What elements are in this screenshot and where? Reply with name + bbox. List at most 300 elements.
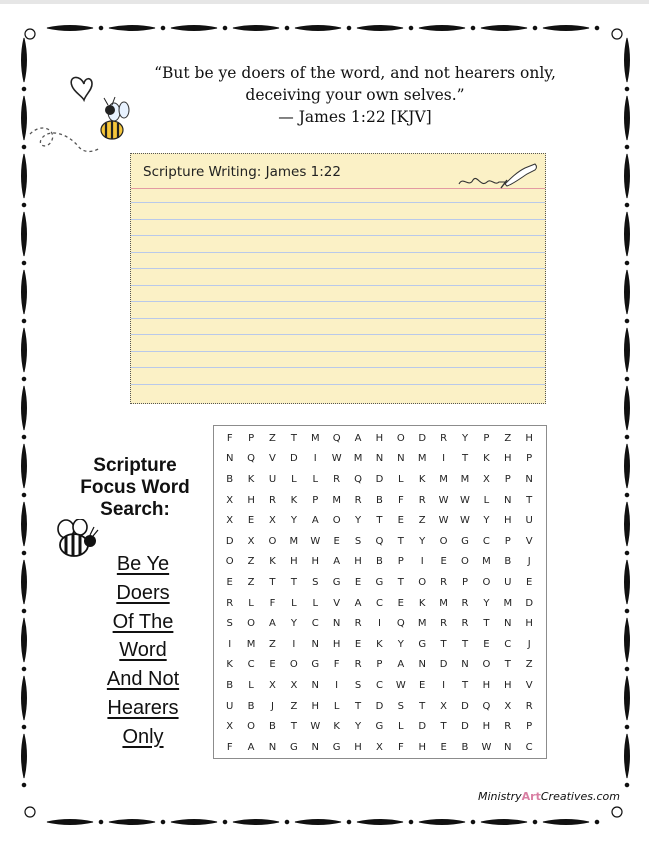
frame-ornament [543, 26, 589, 31]
grid-letter: R [354, 659, 362, 671]
grid-letter: N [225, 453, 234, 465]
frame-dot [99, 820, 103, 824]
grid-letter: G [418, 638, 427, 650]
grid-letter: R [440, 432, 448, 444]
frame-dot [471, 26, 475, 30]
frame-ornament [625, 618, 630, 662]
grid-letter: C [375, 679, 383, 691]
grid-letter: D [439, 659, 448, 671]
grid-letter: K [418, 597, 426, 609]
grid-letter: Q [396, 618, 405, 630]
grid-letter: E [333, 535, 340, 547]
grid-letter: I [313, 453, 317, 465]
grid-letter: M [289, 535, 299, 547]
grid-letter: Y [483, 597, 490, 609]
grid-letter: Z [504, 432, 512, 444]
grid-letter: D [418, 721, 427, 733]
frame-ornament [625, 386, 630, 430]
grid-letter: B [504, 556, 512, 568]
grid-letter: Q [332, 432, 341, 444]
grid-letter: T [376, 515, 383, 527]
word-list-item: Word [119, 639, 167, 662]
grid-letter: S [312, 576, 319, 588]
frame-ornament [295, 26, 341, 31]
grid-letter: P [526, 453, 533, 465]
grid-letter: A [354, 432, 362, 444]
grid-letter: I [335, 679, 339, 691]
frame-dot [409, 820, 413, 824]
frame-dot [22, 667, 26, 671]
frame-ornament [357, 820, 403, 825]
frame-ornament [625, 328, 630, 372]
grid-letter: D [525, 597, 534, 609]
grid-letter: F [226, 432, 233, 444]
frame-dot [285, 820, 289, 824]
grid-letter: M [310, 432, 320, 444]
frame-dot [161, 820, 165, 824]
grid-letter: X [482, 473, 490, 485]
grid-letter: I [377, 618, 381, 630]
grid-letter: K [226, 659, 233, 671]
frame-ornament [22, 560, 27, 604]
frame-ornament [171, 820, 217, 825]
frame-ornament [22, 328, 27, 372]
grid-letter: Y [419, 535, 426, 547]
grid-letter: J [527, 556, 531, 568]
grid-letter: X [290, 679, 298, 691]
grid-letter: Z [247, 556, 255, 568]
grid-letter: O [482, 659, 491, 671]
card-ruled-line [131, 252, 545, 253]
frame-ornament [419, 26, 465, 31]
frame-dot [409, 26, 413, 30]
grid-letter: B [226, 473, 234, 485]
frame-dot [22, 493, 26, 497]
grid-letter: Y [483, 515, 490, 527]
frame-dot [625, 145, 629, 149]
grid-letter: E [354, 576, 362, 588]
grid-letter: Z [247, 576, 255, 588]
grid-letter: G [289, 741, 298, 753]
grid-letter: H [482, 679, 491, 691]
grid-letter: Y [354, 721, 362, 733]
frame-ornament [22, 444, 27, 488]
grid-letter: L [483, 494, 490, 506]
grid-letter: K [483, 453, 490, 465]
grid-letter: N [311, 741, 319, 753]
scripture-quote [140, 62, 570, 128]
grid-letter: B [375, 494, 383, 506]
grid-letter: E [419, 679, 426, 691]
frame-ornament [47, 26, 93, 31]
grid-letter: L [291, 597, 297, 609]
grid-letter: W [310, 535, 321, 547]
brand-logo [478, 790, 620, 803]
grid-letter: K [269, 556, 276, 568]
grid-letter: T [504, 659, 511, 671]
frame-dot [625, 609, 629, 613]
grid-letter: T [440, 721, 447, 733]
grid-letter: X [269, 679, 276, 691]
frame-ornament [625, 212, 630, 256]
frame-ornament [625, 676, 630, 720]
grid-letter: R [525, 700, 533, 712]
grid-letter: B [247, 700, 255, 712]
frame-ornament [22, 618, 27, 662]
frame-dot [223, 26, 227, 30]
grid-letter: E [483, 638, 490, 650]
card-ruled-line [131, 268, 545, 269]
brand-middle: Art [521, 790, 541, 803]
grid-letter: G [332, 576, 341, 588]
grid-letter: U [268, 473, 277, 485]
grid-letter: B [226, 679, 234, 691]
grid-letter: L [248, 597, 254, 609]
grid-letter: R [504, 721, 512, 733]
frame-ornament [47, 820, 93, 825]
corner-flourish [25, 29, 35, 39]
grid-letter: Z [269, 432, 276, 444]
grid-letter: H [525, 618, 533, 630]
grid-letter: X [440, 700, 448, 712]
frame-ornament [481, 820, 527, 825]
grid-letter: C [482, 535, 490, 547]
grid-letter: V [269, 453, 276, 465]
grid-letter: S [354, 679, 362, 691]
title-line-3: Search: [100, 499, 170, 520]
card-ruled-line [131, 301, 545, 302]
frame-ornament [625, 154, 630, 198]
grid-letter: L [398, 721, 404, 733]
grid-letter: V [525, 679, 533, 691]
grid-letter: T [397, 535, 404, 547]
grid-letter: X [247, 535, 255, 547]
grid-letter: F [397, 741, 404, 753]
grid-letter: T [461, 638, 469, 650]
grid-letter: U [525, 515, 533, 527]
grid-letter: I [442, 679, 446, 691]
grid-letter: K [333, 721, 340, 733]
grid-letter: R [354, 618, 362, 630]
grid-letter: E [397, 515, 404, 527]
grid-letter: H [354, 556, 362, 568]
card-ruled-line [131, 285, 545, 286]
grid-letter: O [268, 535, 277, 547]
frame-ornament [625, 270, 630, 314]
frame-ornament [22, 386, 27, 430]
frame-dot [625, 319, 629, 323]
grid-letter: H [525, 432, 533, 444]
grid-letter: O [439, 535, 448, 547]
grid-letter: W [438, 494, 449, 506]
grid-letter: P [504, 473, 511, 485]
grid-letter: J [271, 700, 274, 712]
grid-letter: G [461, 535, 469, 547]
frame-dot [625, 203, 629, 207]
grid-letter: K [290, 494, 298, 506]
grid-letter: H [504, 679, 512, 691]
grid-letter: E [397, 597, 404, 609]
frame-dot [595, 820, 599, 824]
grid-letter: C [311, 618, 319, 630]
grid-letter: K [247, 473, 255, 485]
corner-flourish [612, 807, 622, 817]
frame-dot [625, 435, 629, 439]
grid-letter: M [460, 473, 470, 485]
scripture-writing-card [130, 153, 546, 404]
grid-letter: W [395, 679, 406, 691]
grid-letter: R [269, 494, 276, 506]
grid-letter: Y [354, 515, 362, 527]
frame-dot [625, 87, 629, 91]
handwriting-pen-icon [455, 158, 541, 192]
frame-ornament [22, 676, 27, 720]
frame-dot [99, 26, 103, 30]
grid-letter: A [269, 618, 276, 630]
word-list-item: Of The [112, 610, 174, 633]
heart-bee-icon [22, 72, 132, 167]
grid-letter: W [310, 721, 321, 733]
grid-letter: Q [375, 535, 384, 547]
frame-ornament [109, 26, 155, 31]
grid-letter: U [226, 700, 234, 712]
grid-letter: B [269, 721, 276, 733]
grid-letter: L [312, 597, 319, 609]
grid-letter: T [290, 576, 297, 588]
grid-letter: E [526, 576, 533, 588]
grid-letter: D [461, 721, 469, 733]
frame-dot [22, 609, 26, 613]
grid-letter: O [482, 576, 491, 588]
frame-dot [625, 377, 629, 381]
frame-ornament [625, 96, 630, 140]
grid-letter: R [440, 618, 448, 630]
corner-flourish [612, 29, 622, 39]
grid-letter: T [461, 453, 469, 465]
grid-letter: D [375, 473, 384, 485]
grid-letter: N [504, 494, 512, 506]
grid-letter: R [354, 494, 362, 506]
grid-letter: G [311, 659, 320, 671]
card-ruled-line [131, 367, 545, 368]
frame-dot [625, 551, 629, 555]
card-ruled-line [131, 334, 545, 335]
grid-letter: A [311, 515, 319, 527]
grid-letter: O [225, 556, 234, 568]
frame-dot [625, 493, 629, 497]
grid-letter: T [397, 576, 404, 588]
grid-letter: B [375, 556, 383, 568]
grid-letter: O [396, 432, 405, 444]
grid-letter: L [291, 473, 297, 485]
frame-ornament [625, 38, 630, 82]
grid-letter: H [354, 741, 362, 753]
grid-letter: D [375, 700, 384, 712]
grid-letter: T [483, 618, 490, 630]
grid-letter: V [525, 535, 533, 547]
grid-letter: H [332, 638, 341, 650]
grid-letter: R [333, 473, 341, 485]
title-line-1: Scripture [93, 455, 177, 476]
grid-letter: T [290, 721, 297, 733]
frame-dot [22, 319, 26, 323]
grid-letter: S [226, 618, 233, 630]
grid-letter: W [460, 494, 470, 506]
grid-letter: T [526, 494, 533, 506]
frame-dot [22, 261, 26, 265]
grid-letter: C [247, 659, 255, 671]
quote-line-1: “But be ye doers of the word, and not hearers only, [154, 64, 556, 82]
frame-ornament [171, 26, 217, 31]
frame-dot [347, 26, 351, 30]
frame-dot [223, 820, 227, 824]
word-list-item: Hearers [107, 696, 179, 719]
grid-letter: Z [290, 700, 298, 712]
grid-letter: L [398, 473, 404, 485]
word-list [90, 550, 196, 752]
grid-letter: Z [418, 515, 426, 527]
grid-letter: E [440, 556, 447, 568]
word-search-grid [213, 425, 547, 759]
grid-letter: Y [461, 432, 469, 444]
grid-letter: N [418, 659, 426, 671]
grid-letter: Q [482, 700, 491, 712]
grid-letter: A [333, 556, 341, 568]
grid-letter: F [269, 597, 276, 609]
grid-letter: M [332, 494, 341, 506]
card-ruled-line [131, 384, 545, 385]
frame-ornament [295, 820, 341, 825]
grid-letter: Q [354, 473, 362, 485]
grid-letter: O [289, 659, 298, 671]
word-search-title [60, 455, 210, 521]
grid-letter: W [331, 453, 342, 465]
grid-letter: D [290, 453, 298, 465]
grid-letter: N [332, 618, 341, 630]
grid-letter: E [354, 638, 362, 650]
frame-dot [285, 26, 289, 30]
grid-letter: N [397, 453, 405, 465]
grid-letter: P [526, 721, 533, 733]
grid-letter: F [333, 659, 340, 671]
grid-letter: H [375, 432, 384, 444]
grid-letter: H [482, 721, 491, 733]
grid-letter: A [397, 659, 405, 671]
grid-letter: R [461, 618, 469, 630]
grid-letter: P [248, 432, 255, 444]
grid-letter: H [290, 556, 298, 568]
frame-ornament [22, 734, 27, 778]
card-ruled-line [131, 219, 545, 220]
grid-letter: Y [397, 638, 404, 650]
corner-flourish [25, 807, 35, 817]
grid-letter: O [461, 556, 469, 568]
grid-letter: O [332, 515, 341, 527]
grid-letter: H [247, 494, 255, 506]
frame-ornament [481, 26, 527, 31]
grid-letter: T [269, 576, 276, 588]
grid-letter: C [375, 597, 383, 609]
grid-letter: F [226, 741, 233, 753]
frame-ornament [625, 444, 630, 488]
frame-ornament [233, 820, 279, 825]
grid-letter: S [354, 535, 362, 547]
frame-dot [22, 551, 26, 555]
brand-prefix: Ministry [478, 790, 522, 803]
grid-letter: X [226, 515, 234, 527]
grid-letter: H [311, 700, 320, 712]
frame-ornament [419, 820, 465, 825]
grid-letter: Y [290, 515, 297, 527]
frame-dot [595, 26, 599, 30]
quote-line-2: deceiving your own selves.” [245, 86, 465, 104]
frame-dot [533, 820, 537, 824]
frame-ornament [543, 820, 589, 825]
grid-letter: H [311, 556, 320, 568]
grid-letter: G [375, 721, 384, 733]
frame-dot [347, 820, 351, 824]
grid-letter: Z [525, 659, 533, 671]
grid-letter: T [440, 638, 447, 650]
frame-dot [625, 783, 629, 787]
frame-dot [22, 725, 26, 729]
grid-letter: P [376, 659, 383, 671]
frame-dot [161, 26, 165, 30]
grid-letter: N [311, 638, 319, 650]
card-ruled-line [131, 351, 545, 352]
title-line-2: Focus Word [80, 477, 190, 498]
grid-letter: O [247, 721, 256, 733]
grid-letter: D [461, 700, 469, 712]
grid-letter: I [292, 638, 296, 650]
grid-letter: P [461, 576, 468, 588]
frame-ornament [233, 26, 279, 31]
grid-letter: I [420, 556, 424, 568]
card-title: Scripture Writing: James 1:22 [143, 164, 341, 180]
grid-letter: N [504, 618, 512, 630]
grid-letter: N [311, 679, 319, 691]
grid-letter: I [442, 453, 446, 465]
grid-letter: E [226, 576, 233, 588]
word-list-item: Be Ye [116, 553, 170, 575]
grid-letter: Q [247, 453, 256, 465]
frame-ornament [625, 734, 630, 778]
grid-letter: W [481, 741, 492, 753]
grid-letter: H [504, 453, 512, 465]
quote-reference: — James 1:22 [KJV] [278, 108, 432, 126]
frame-dot [625, 261, 629, 265]
grid-letter: A [247, 741, 255, 753]
word-list-item: And Not [106, 668, 180, 691]
grid-letter: M [246, 638, 256, 650]
grid-letter: P [504, 535, 511, 547]
grid-letter: L [312, 473, 319, 485]
frame-dot [22, 203, 26, 207]
grid-letter: T [354, 700, 362, 712]
grid-letter: M [439, 597, 448, 609]
word-list-item: Only [122, 725, 164, 748]
grid-letter: C [525, 741, 533, 753]
grid-letter: N [504, 741, 512, 753]
grid-letter: N [375, 453, 384, 465]
grid-letter: R [461, 597, 469, 609]
grid-letter: V [333, 597, 341, 609]
grid-letter: T [419, 700, 426, 712]
grid-letter: M [417, 453, 427, 465]
grid-letter: S [397, 700, 404, 712]
card-ruled-line [131, 318, 545, 319]
frame-ornament [625, 560, 630, 604]
